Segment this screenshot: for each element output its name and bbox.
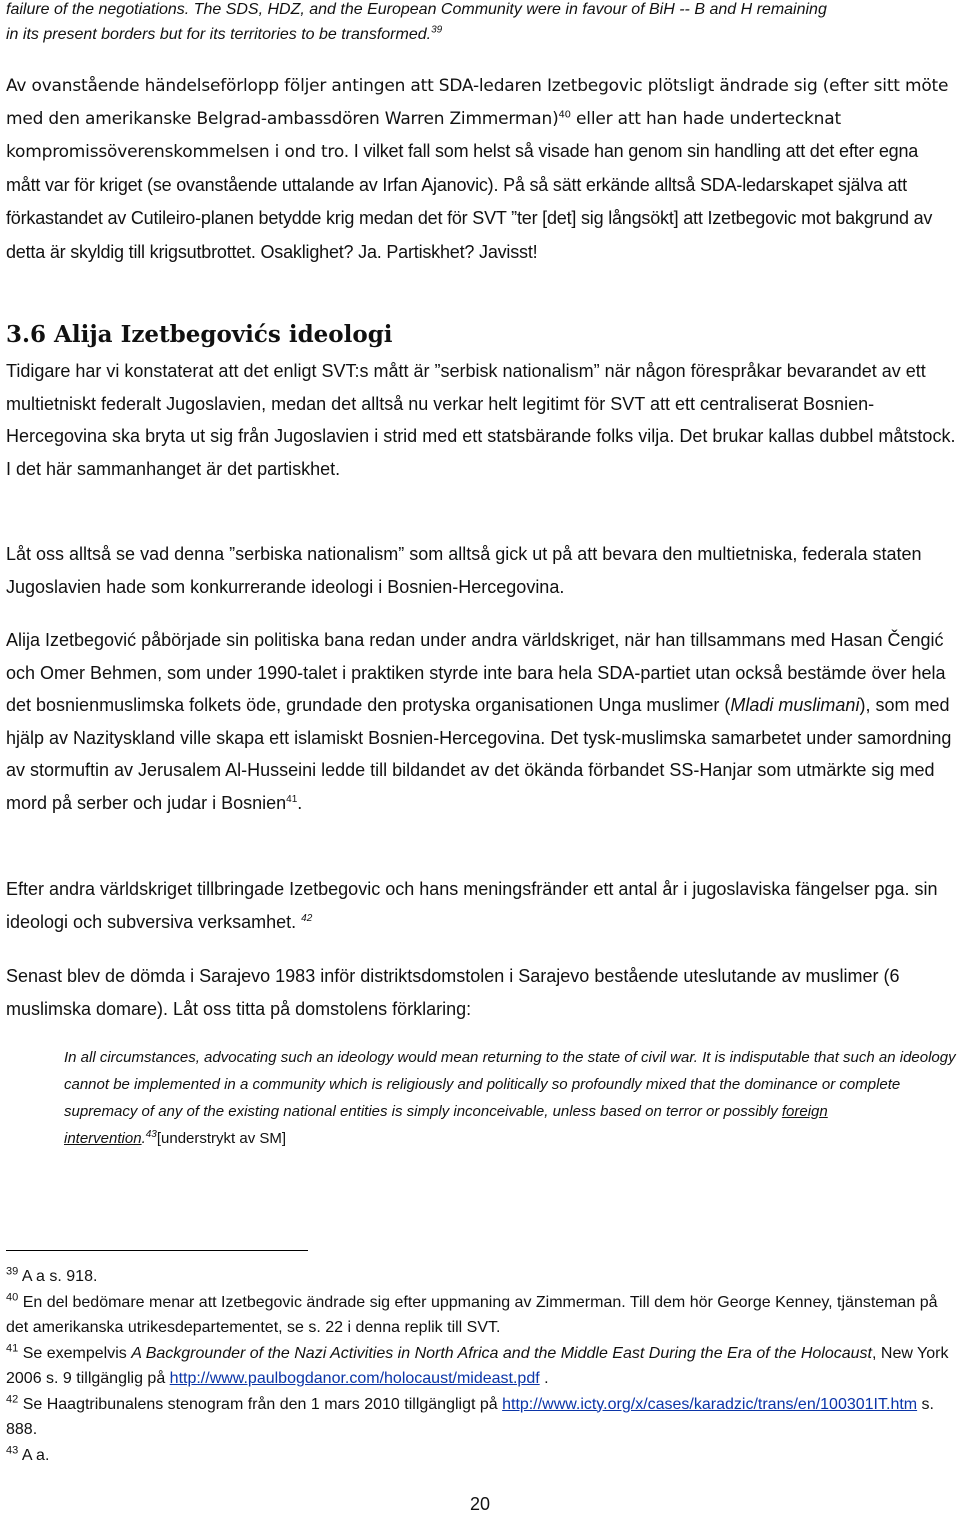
paragraph-4-italic: Mladi muslimani [730,695,860,715]
footnote-41-end: . [539,1370,549,1387]
paragraph-3: Låt oss alltså se vad denna ”serbiska nationalism” som alltså gick ut på att bevara den multietniska, federala staten Jugoslavien hade som konkurrerande ideologi i Bosnien-Hercegovina. [6,544,922,597]
paragraph-4 [6,624,956,819]
footnote-41-link[interactable]: http://www.paulbogdanor.com/holocaust/mideast.pdf [169,1370,540,1387]
paragraph-1-part-c: I vilket fall som helst så visade han genom sin handling att det efter egna mått var för kriget (se ovanstående uttalande av Irfan Ajanovic). [6,141,919,195]
footnote-ref-43[interactable]: 43 [145,1129,157,1140]
quote-note: [understrykt av SM] [156,1130,287,1147]
paragraph-1 [6,70,956,269]
footnote-ref-39[interactable]: 39 [431,24,443,36]
paragraph-2: Tidigare har vi konstaterat att det enligt SVT:s mått är ”serbisk nationalism” när någon förespråkar bevarandet av ett multietniskt federalt Jugoslavien, medan det alltså nu verkar helt legitimt för SVT att ett centraliserat Bosnien-Hercegovina ska bryta ut sig från Jugoslavien i strid med ett statsbärande folks vilja. Det brukar kallas dubbel måtstock. I det här sammanhanget är det partiskhet. [6,361,956,479]
footnote-39-text: A a s. 918. [18,1268,98,1285]
footnote-43-number: 43 [6,1444,19,1457]
quote-underlined: foreign intervention [64,1103,828,1147]
quote-text: In all circumstances, advocating such an ideology would mean returning to the state of civil war. It is indisputable that such an ideology cannot be implemented in a community which is religiously and politically so profoundly mixed that the dominance or complete supremacy of any of the existing national entities is simply inconceivable, unless based on terror or possibly [64,1049,956,1120]
section-heading: 3.6 Alija Izetbegovićs ideologi [6,321,393,348]
footnote-40-number: 40 [6,1291,19,1304]
footnote-ref-40[interactable]: 40 [558,108,571,120]
paragraph-4-part-a: Alija Izetbegović påbörjade sin politiska bana redan under andra världskriget, när han tillsammans med Hasan Čengić och Omer Behmen, som under 1990-talet i praktiken styrde inte bara hela SDA-partiet utan också bestämde över hela det bosnienmuslimska folkets öde, grundade den protyska organisationen Unga muslimer ( [6,630,946,715]
footnote-42-link[interactable]: http://www.icty.org/x/cases/karadzic/trans/en/100301IT.htm [502,1395,918,1413]
paragraph-1-part-b: eller att han hade undertecknat kompromissöverenskommelsen i ond tro. [6,108,841,162]
paragraph-1-part-d: På så sätt erkände alltså SDA-ledarskapet själva att förkastandet av Cutileiro-planen betydde krig medan det för SVT ”ter [det] sig långsökt] att Izetbegovic mot bakgrund av detta är skyldig till krigsutbrottet. Osaklighet? Ja. Partiskhet? Javisst! [6,174,933,262]
footnote-42-number: 42 [6,1393,19,1406]
intro-quote-continuation [6,0,956,47]
footnote-41-title: A Backgrounder of the Nazi Activities in North Africa and the Middle East During the Era of the Holocaust [131,1344,872,1362]
paragraph-4-part-c: . [297,792,303,813]
footnote-40 [6,1290,956,1341]
footnote-40-text: En del bedömare menar att Izetbegovic ändrade sig efter uppmaning av Zimmerman. Till dem hör George Kenney, tjänsteman på det amerikanska utrikesdepartementet, se s. 22 i denna replik till SVT. [6,1293,938,1336]
court-statement-quote [64,1044,958,1152]
footnote-ref-41[interactable]: 41 [286,793,298,805]
footnote-39-number: 39 [6,1265,19,1278]
footnote-39 [6,1264,956,1290]
quote-period: . [141,1130,146,1147]
footnote-divider [6,1250,308,1251]
footnote-ref-42[interactable]: 42 [301,912,313,924]
footnote-41-pre: Se exempelvis [18,1344,132,1362]
footnote-42-end: s. 888. [6,1395,934,1438]
paragraph-5-text: Efter andra världskriget tillbringade Izetbegovic och hans meningsfränder ett antal år i jugoslaviska fängelser pga. sin ideologi och subversiva verksamhet. [6,879,938,932]
intro-line-1: failure of the negotiations. The SDS, HDZ, and the European Community were in favour of BiH -- B and H remaining [6,1,827,18]
paragraph-5 [6,873,956,938]
footnote-43 [6,1443,956,1469]
footnote-42 [6,1392,956,1443]
paragraph-1-part-a: Av ovanstående händelseförlopp följer antingen att SDA-ledaren Izetbegovic plötsligt ändrade sig (efter sitt möte med den amerikanske Belgrad-ambassdören Warren Zimmerman) [6,76,949,129]
footnote-41 [6,1341,956,1392]
paragraph-4-part-b: ), som med hjälp av Nazityskland ville skapa ett islamiskt Bosnien-Hercegovina. Det tysk-muslimska samarbetet under samordning av stormuftin av Jerusalem Al-Husseini ledde till bildandet av det ökända förbandet SS-Hanjar som utmärkte sig med mord på serber och judar i Bosnien [6,695,952,813]
footnote-41-number: 41 [6,1342,19,1355]
footnote-43-text: A a. [18,1446,50,1464]
page-number: 20 [470,1494,491,1514]
intro-line-2: in its present borders but for its territories to be transformed. [6,26,432,43]
paragraph-6: Senast blev de dömda i Sarajevo 1983 inför distriktsdomstolen i Sarajevo bestående uteslutande av muslimer (6 muslimska domare). Låt oss titta på domstolens förklaring: [6,966,900,1019]
footnote-41-mid: , New York 2006 s. 9 tillgänglig på [6,1344,949,1387]
footnotes [6,1264,956,1468]
footnote-42-pre: Se Haagtribunalens stenogram från den 1 mars 2010 tillgängligt på [18,1395,503,1413]
